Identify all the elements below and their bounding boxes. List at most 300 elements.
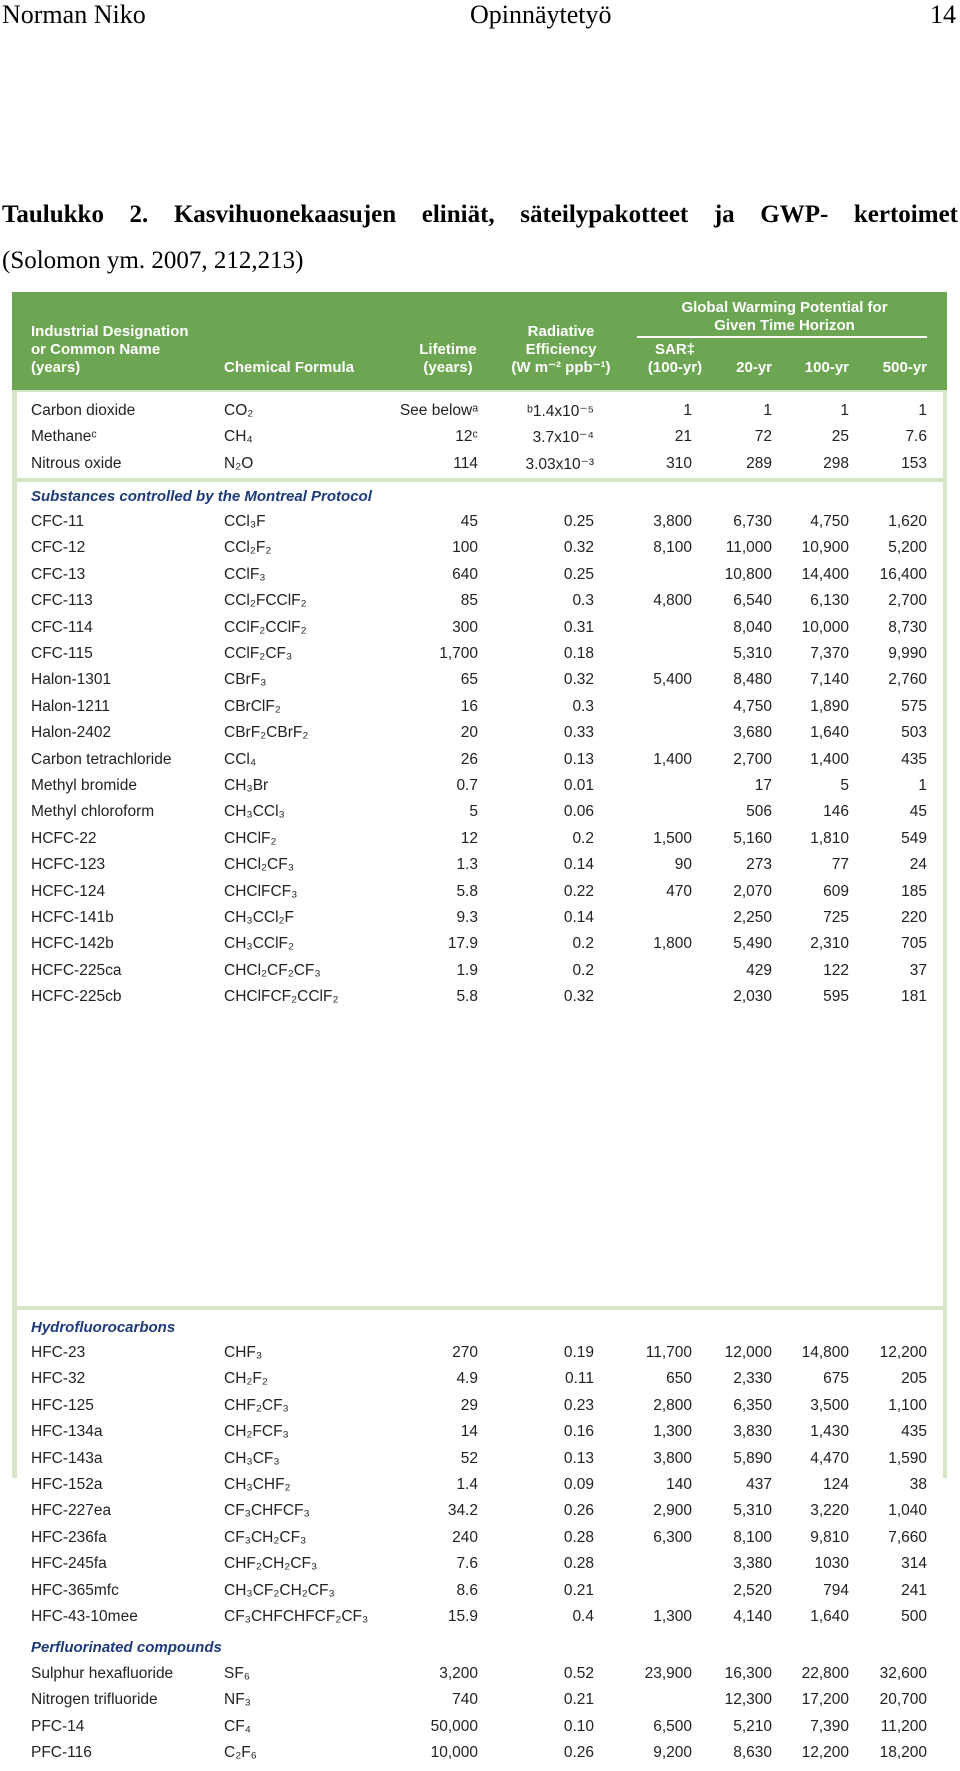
cell-gwp-100yr: 6,130 [810, 592, 849, 610]
cell-gwp-20yr: 5,210 [733, 1717, 772, 1735]
cell-radiative-efficiency: 0.28 [563, 1555, 594, 1573]
cell-name: Nitrous oxide [31, 454, 122, 472]
cell-formula: NF₃ [224, 1691, 251, 1709]
table-row [12, 615, 947, 641]
cell-radiative-efficiency: 0.32 [563, 539, 594, 557]
cell-gwp-500yr: 220 [901, 909, 927, 926]
cell-formula: CH₃CF₂CH₂CF₃ [224, 1581, 335, 1599]
cell-gwp-20yr: 17 [754, 777, 772, 794]
cell-lifetime: 10,000 [430, 1744, 478, 1762]
cell-radiative-efficiency: 0.32 [563, 988, 594, 1006]
cell-gwp-500yr: 32,600 [879, 1665, 927, 1682]
cell-gwp-20yr: 3,830 [733, 1423, 772, 1441]
cell-radiative-efficiency: 0.10 [563, 1717, 594, 1735]
cell-gwp-500yr: 11,200 [880, 1717, 927, 1735]
table-row [12, 1604, 947, 1630]
cell-radiative-efficiency: 0.2 [572, 935, 594, 953]
header-name-line: (years) [31, 359, 81, 376]
cell-gwp-100yr: 1,640 [810, 1608, 849, 1625]
cell-lifetime: 1.4 [456, 1476, 478, 1493]
cell-formula: CHClFCF₃ [224, 882, 298, 900]
section-title: Substances controlled by the Montreal Protocol [31, 488, 372, 505]
table-row [12, 1366, 947, 1392]
cell-name: HFC-23 [31, 1344, 86, 1361]
cell-gwp-20yr: 10,800 [724, 565, 772, 583]
cell-lifetime: 65 [460, 671, 478, 689]
cell-sar-gwp: 1,500 [653, 829, 692, 847]
header-name [31, 323, 189, 377]
cell-gwp-500yr: 7,660 [888, 1528, 927, 1546]
document-type: Opinnäytetyö [470, 0, 612, 29]
cell-sar-gwp: 11,700 [645, 1344, 692, 1361]
cell-gwp-100yr: 14,800 [801, 1344, 849, 1361]
cell-gwp-500yr: 314 [901, 1555, 927, 1573]
cell-gwp-20yr: 72 [754, 428, 772, 446]
table-row [12, 588, 947, 614]
cell-lifetime: 16 [460, 697, 478, 715]
cell-gwp-100yr: 1,430 [810, 1423, 849, 1441]
cell-sar-gwp: 310 [666, 454, 692, 472]
cell-name: HCFC-142b [31, 935, 114, 953]
cell-radiative-efficiency: 0.14 [563, 909, 594, 926]
cell-gwp-100yr: 5 [840, 777, 849, 794]
cell-lifetime: 1,700 [439, 645, 478, 662]
cell-radiative-efficiency: 0.25 [563, 565, 594, 583]
cell-gwp-20yr: 5,890 [733, 1449, 772, 1467]
cell-gwp-500yr: 575 [901, 697, 927, 715]
cell-gwp-20yr: 2,070 [733, 882, 772, 900]
cell-gwp-500yr: 37 [909, 961, 927, 979]
caption-word: GWP- [760, 201, 829, 228]
cell-gwp-100yr: 7,140 [810, 671, 849, 689]
cell-gwp-100yr: 595 [823, 988, 849, 1006]
cell-lifetime: 1.3 [456, 856, 478, 874]
cell-gwp-500yr: 503 [901, 724, 927, 742]
cell-gwp-20yr: 5,160 [733, 829, 772, 847]
caption-line-1 [2, 192, 958, 238]
cell-formula: CF₃CH₂CF₃ [224, 1528, 307, 1546]
cell-gwp-500yr: 2,700 [888, 592, 927, 610]
cell-radiative-efficiency: 0.19 [563, 1344, 594, 1361]
cell-gwp-20yr: 2,250 [733, 909, 772, 926]
cell-name: Methyl chloroform [31, 803, 155, 821]
cell-radiative-efficiency: 0.32 [563, 671, 594, 689]
cell-gwp-20yr: 12,300 [724, 1691, 772, 1709]
cell-formula: CCl₃F [224, 513, 266, 530]
header-name-line: Industrial Designation [31, 323, 189, 340]
cell-lifetime: 640 [452, 565, 478, 583]
cell-formula: C₂F₆ [224, 1744, 257, 1762]
cell-gwp-500yr: 45 [909, 803, 927, 821]
cell-gwp-100yr: 9,810 [810, 1528, 849, 1546]
cell-sar-gwp: 140 [666, 1476, 692, 1493]
cell-formula: CClF₃ [224, 565, 266, 583]
table-row [12, 1661, 947, 1687]
cell-sar-gwp: 1,300 [653, 1423, 692, 1441]
cell-name: CFC-114 [31, 618, 93, 636]
cell-gwp-100yr: 794 [823, 1581, 849, 1599]
cell-gwp-100yr: 10,000 [801, 618, 849, 636]
cell-gwp-500yr: 549 [901, 829, 927, 847]
cell-gwp-100yr: 1,640 [810, 724, 849, 742]
cell-gwp-500yr: 1 [918, 402, 927, 419]
author-name: Norman Niko [2, 0, 146, 29]
cell-name: Halon-1301 [31, 671, 112, 689]
cell-sar-gwp: 1,800 [653, 935, 692, 953]
header-formula: Chemical Formula [224, 359, 355, 376]
cell-gwp-100yr: 1,890 [810, 697, 849, 715]
header-gwp-group [642, 299, 927, 335]
cell-gwp-20yr: 289 [746, 454, 772, 472]
cell-gwp-20yr: 6,540 [733, 592, 772, 610]
cell-formula: CBrF₂CBrF₂ [224, 724, 309, 742]
cell-sar-gwp: 1,300 [653, 1608, 692, 1625]
cell-lifetime: 1.9 [456, 961, 478, 979]
cell-name: PFC-14 [31, 1717, 85, 1735]
cell-gwp-500yr: 16,400 [879, 565, 927, 583]
cell-name: Nitrogen trifluoride [31, 1691, 158, 1709]
cell-name: HFC-125 [31, 1396, 94, 1414]
cell-formula: CHClFCF₂CClF₂ [224, 988, 339, 1006]
cell-gwp-500yr: 1,590 [888, 1449, 927, 1467]
cell-formula: SF₆ [224, 1665, 251, 1682]
cell-formula: CH₃Br [224, 777, 269, 794]
cell-gwp-20yr: 2,700 [733, 750, 772, 768]
cell-radiative-efficiency: ᵇ1.4x10⁻⁵ [527, 403, 594, 420]
table-row [12, 1472, 947, 1498]
cell-formula: CO₂ [224, 402, 254, 419]
cell-lifetime: 5.8 [456, 988, 478, 1006]
cell-formula: CH₃CCl₃ [224, 803, 285, 821]
cell-radiative-efficiency: 0.16 [563, 1423, 594, 1441]
cell-formula: CCl₄ [224, 750, 257, 768]
table-row [12, 1687, 947, 1713]
cell-gwp-100yr: 725 [823, 909, 849, 926]
cell-gwp-100yr: 17,200 [801, 1691, 849, 1709]
header-gwp-line: Global Warming Potential for [681, 299, 888, 316]
cell-lifetime: 52 [460, 1449, 478, 1467]
cell-gwp-20yr: 8,040 [733, 618, 772, 636]
cell-formula: CH₂FCF₃ [224, 1423, 289, 1441]
cell-gwp-20yr: 8,630 [733, 1744, 772, 1762]
cell-name: HFC-236fa [31, 1528, 107, 1546]
cell-radiative-efficiency: 3.7x10⁻⁴ [532, 429, 594, 447]
header-sar [642, 341, 708, 377]
header-gwp100: 100-yr [804, 359, 849, 376]
cell-radiative-efficiency: 0.26 [563, 1744, 594, 1762]
cell-name: Carbon tetrachloride [31, 750, 172, 768]
cell-gwp-500yr: 2,760 [888, 671, 927, 689]
cell-formula: CClF₂CClF₂ [224, 618, 307, 636]
cell-name: CFC-113 [31, 592, 93, 610]
cell-gwp-100yr: 4,470 [810, 1449, 849, 1467]
cell-radiative-efficiency: 0.25 [563, 513, 594, 530]
table-row [12, 720, 947, 746]
cell-name: HCFC-141b [31, 909, 114, 926]
table-row [12, 879, 947, 905]
cell-gwp-20yr: 3,680 [733, 724, 772, 742]
table-row [12, 826, 947, 852]
cell-formula: CH₃CClF₂ [224, 935, 295, 953]
table-row [12, 641, 947, 667]
cell-formula: CH₃CF₃ [224, 1449, 280, 1467]
cell-gwp-20yr: 2,330 [733, 1370, 772, 1388]
cell-lifetime: 85 [460, 592, 478, 610]
cell-gwp-20yr: 1 [763, 402, 772, 419]
cell-formula: CClF₂CF₃ [224, 645, 293, 662]
cell-sar-gwp: 4,800 [653, 592, 692, 610]
cell-radiative-efficiency: 0.21 [563, 1581, 594, 1599]
cell-name: HFC-134a [31, 1423, 103, 1441]
cell-gwp-500yr: 24 [909, 856, 927, 874]
table-row [12, 535, 947, 561]
cell-sar-gwp: 90 [674, 856, 692, 874]
cell-gwp-100yr: 14,400 [801, 565, 849, 583]
cell-gwp-500yr: 38 [909, 1476, 927, 1493]
cell-gwp-500yr: 435 [901, 750, 927, 768]
cell-formula: CH₃CCl₂F [224, 909, 295, 926]
table-row [12, 931, 947, 957]
cell-lifetime: 45 [460, 513, 478, 530]
cell-sar-gwp: 3,800 [653, 1449, 692, 1467]
cell-radiative-efficiency: 0.06 [563, 803, 594, 821]
cell-radiative-efficiency: 0.23 [563, 1396, 594, 1414]
cell-lifetime: 7.6 [456, 1555, 478, 1573]
cell-gwp-20yr: 5,490 [733, 935, 772, 953]
cell-lifetime: 270 [452, 1344, 478, 1361]
cell-lifetime: 26 [460, 750, 478, 768]
cell-radiative-efficiency: 0.3 [572, 697, 594, 715]
cell-radiative-efficiency: 0.26 [563, 1502, 594, 1520]
cell-sar-gwp: 470 [666, 882, 692, 900]
header-lifetime-line: (years) [423, 359, 473, 376]
cell-lifetime: 29 [460, 1396, 478, 1414]
cell-lifetime: 5 [469, 803, 478, 821]
cell-gwp-20yr: 5,310 [733, 645, 772, 662]
cell-sar-gwp: 9,200 [653, 1744, 692, 1762]
cell-radiative-efficiency: 0.13 [563, 750, 594, 768]
cell-formula: CHF₃ [224, 1344, 263, 1361]
cell-name: HFC-152a [31, 1476, 103, 1493]
cell-formula: CCl₂F₂ [224, 539, 272, 557]
table-row [12, 398, 947, 424]
cell-gwp-100yr: 298 [823, 454, 849, 472]
cell-formula: CF₃CHFCF₃ [224, 1502, 310, 1520]
cell-formula: CBrClF₂ [224, 697, 281, 715]
table-row [12, 694, 947, 720]
cell-name: HFC-43-10mee [31, 1608, 138, 1625]
cell-sar-gwp: 21 [674, 428, 692, 446]
table-row [12, 1525, 947, 1551]
cell-radiative-efficiency: 0.33 [563, 724, 594, 742]
cell-gwp-500yr: 5,200 [888, 539, 927, 557]
cell-name: CFC-13 [31, 565, 86, 583]
table-row [12, 1393, 947, 1419]
table-caption [2, 192, 958, 284]
cell-gwp-100yr: 146 [823, 803, 849, 821]
cell-formula: CF₄ [224, 1717, 251, 1735]
header-radiative [506, 323, 616, 377]
table-row [12, 1446, 947, 1472]
header-sar-line: SAR‡ [654, 341, 695, 358]
cell-name: Sulphur hexafluoride [31, 1665, 174, 1682]
cell-gwp-500yr: 18,200 [879, 1744, 927, 1762]
cell-lifetime: 740 [452, 1691, 478, 1709]
cell-formula: CH₂F₂ [224, 1370, 268, 1388]
cell-name: Halon-1211 [31, 697, 110, 715]
cell-gwp-100yr: 77 [831, 856, 849, 874]
cell-gwp-20yr: 2,520 [733, 1581, 772, 1599]
cell-formula: CHClF₂ [224, 829, 277, 847]
cell-formula: CCl₂FCClF₂ [224, 592, 307, 610]
cell-gwp-100yr: 25 [831, 428, 849, 446]
cell-lifetime: 8.6 [456, 1581, 478, 1599]
caption-word: säteilypakotteet [520, 201, 689, 228]
header-lifetime-line: Lifetime [419, 341, 477, 358]
cell-gwp-100yr: 1,810 [810, 829, 849, 847]
caption-word: Taulukko [2, 201, 104, 228]
cell-sar-gwp: 2,900 [653, 1502, 692, 1520]
cell-gwp-500yr: 20,700 [879, 1691, 927, 1709]
cell-name: HFC-227ea [31, 1502, 112, 1520]
header-divider [637, 336, 927, 338]
cell-radiative-efficiency: 0.4 [572, 1608, 594, 1625]
cell-gwp-20yr: 11,000 [725, 539, 772, 557]
cell-radiative-efficiency: 0.21 [563, 1691, 594, 1709]
cell-name: HCFC-123 [31, 856, 106, 874]
cell-gwp-500yr: 8,730 [888, 618, 927, 636]
cell-gwp-500yr: 241 [901, 1581, 927, 1599]
caption-line-2: (Solomon ym. 2007, 212,213) [2, 247, 304, 274]
table-header [12, 292, 947, 390]
table-row [12, 747, 947, 773]
cell-radiative-efficiency: 0.2 [572, 829, 594, 847]
cell-gwp-500yr: 705 [901, 935, 927, 953]
cell-sar-gwp: 1 [683, 402, 692, 419]
cell-name: CFC-12 [31, 539, 86, 557]
cell-name: HCFC-124 [31, 882, 106, 900]
table-row [12, 424, 947, 450]
table-row [12, 905, 947, 931]
cell-lifetime: See belowᵃ [399, 402, 478, 419]
cell-sar-gwp: 6,300 [653, 1528, 692, 1546]
header-gwp-line: Given Time Horizon [714, 317, 855, 334]
table-row [12, 1419, 947, 1445]
table-row [12, 1740, 947, 1766]
header-name-line: or Common Name [31, 341, 161, 358]
cell-lifetime: 240 [452, 1528, 478, 1546]
cell-sar-gwp: 1,400 [653, 750, 692, 768]
cell-gwp-100yr: 1030 [814, 1555, 849, 1573]
cell-radiative-efficiency: 0.14 [563, 856, 594, 874]
cell-lifetime: 114 [453, 454, 478, 472]
cell-formula: CBrF₃ [224, 671, 267, 689]
cell-radiative-efficiency: 0.18 [563, 645, 594, 662]
cell-gwp-100yr: 122 [823, 961, 849, 979]
caption-word: Kasvihuonekaasujen [173, 201, 397, 228]
cell-name: HCFC-225cb [31, 988, 122, 1006]
cell-radiative-efficiency: 0.09 [563, 1476, 594, 1493]
cell-gwp-500yr: 500 [901, 1608, 927, 1625]
cell-radiative-efficiency: 0.22 [563, 882, 594, 900]
cell-name: CFC-115 [31, 645, 93, 662]
cell-gwp-20yr: 273 [746, 856, 772, 874]
cell-lifetime: 34.2 [447, 1502, 478, 1520]
cell-sar-gwp: 650 [666, 1370, 692, 1388]
cell-lifetime: 50,000 [430, 1717, 478, 1735]
cell-gwp-20yr: 3,380 [733, 1555, 772, 1573]
cell-gwp-20yr: 429 [746, 961, 772, 979]
cell-name: Methyl bromide [31, 777, 137, 794]
cell-lifetime: 4.9 [456, 1370, 478, 1388]
cell-name: PFC-116 [31, 1744, 92, 1762]
cell-sar-gwp: 6,500 [653, 1717, 692, 1735]
header-lifetime [418, 341, 478, 377]
table-row [12, 451, 947, 477]
cell-formula: CHCl₂CF₃ [224, 856, 295, 874]
cell-gwp-500yr: 181 [901, 988, 927, 1006]
cell-lifetime: 300 [452, 618, 478, 636]
cell-radiative-efficiency: 0.2 [572, 961, 594, 979]
cell-gwp-500yr: 153 [901, 454, 927, 472]
caption-word: 2. [129, 201, 149, 228]
cell-formula: CHF₂CF₃ [224, 1396, 289, 1414]
page-header [0, 0, 960, 30]
cell-name: HFC-365mfc [31, 1581, 119, 1599]
cell-name: HCFC-225ca [31, 961, 122, 979]
cell-name: HCFC-22 [31, 829, 97, 847]
cell-gwp-20yr: 8,100 [733, 1528, 772, 1546]
cell-radiative-efficiency: 0.11 [564, 1370, 594, 1388]
cell-gwp-100yr: 10,900 [801, 539, 849, 557]
cell-formula: CH₄ [224, 428, 253, 446]
cell-sar-gwp: 3,800 [653, 513, 692, 530]
cell-gwp-20yr: 16,300 [724, 1665, 772, 1682]
cell-gwp-500yr: 1,620 [888, 513, 927, 530]
cell-formula: CHCl₂CF₂CF₃ [224, 961, 321, 979]
table-row [12, 509, 947, 535]
cell-gwp-500yr: 1 [918, 777, 927, 794]
header-radiative-line: Radiative [527, 323, 595, 340]
cell-gwp-500yr: 1,100 [888, 1396, 927, 1414]
section-title: Perfluorinated compounds [31, 1639, 222, 1656]
table-row [12, 1578, 947, 1604]
cell-gwp-100yr: 675 [823, 1370, 849, 1388]
cell-gwp-100yr: 1,400 [810, 750, 849, 768]
cell-formula: CH₃CHF₂ [224, 1476, 291, 1493]
header-radiative-line: (W m⁻² ppb⁻¹) [511, 359, 611, 376]
cell-lifetime: 17.9 [447, 935, 478, 953]
cell-lifetime: 20 [460, 724, 478, 742]
cell-gwp-100yr: 7,390 [810, 1717, 849, 1735]
header-gwp500: 500-yr [882, 359, 927, 376]
cell-sar-gwp: 2,800 [653, 1396, 692, 1414]
cell-lifetime: 14 [460, 1423, 478, 1441]
cell-gwp-20yr: 4,140 [733, 1608, 772, 1625]
cell-lifetime: 5.8 [456, 882, 478, 900]
cell-radiative-efficiency: 0.52 [563, 1665, 594, 1682]
header-radiative-line: Efficiency [525, 341, 597, 358]
table-row [12, 984, 947, 1010]
cell-name: Carbon dioxide [31, 402, 136, 419]
cell-name: HFC-32 [31, 1370, 86, 1388]
cell-gwp-100yr: 3,220 [810, 1502, 849, 1520]
cell-radiative-efficiency: 0.28 [563, 1528, 594, 1546]
cell-gwp-100yr: 609 [823, 882, 849, 900]
cell-gwp-500yr: 435 [901, 1423, 927, 1441]
cell-lifetime: 0.7 [456, 777, 478, 794]
caption-word: eliniät, [421, 201, 495, 228]
